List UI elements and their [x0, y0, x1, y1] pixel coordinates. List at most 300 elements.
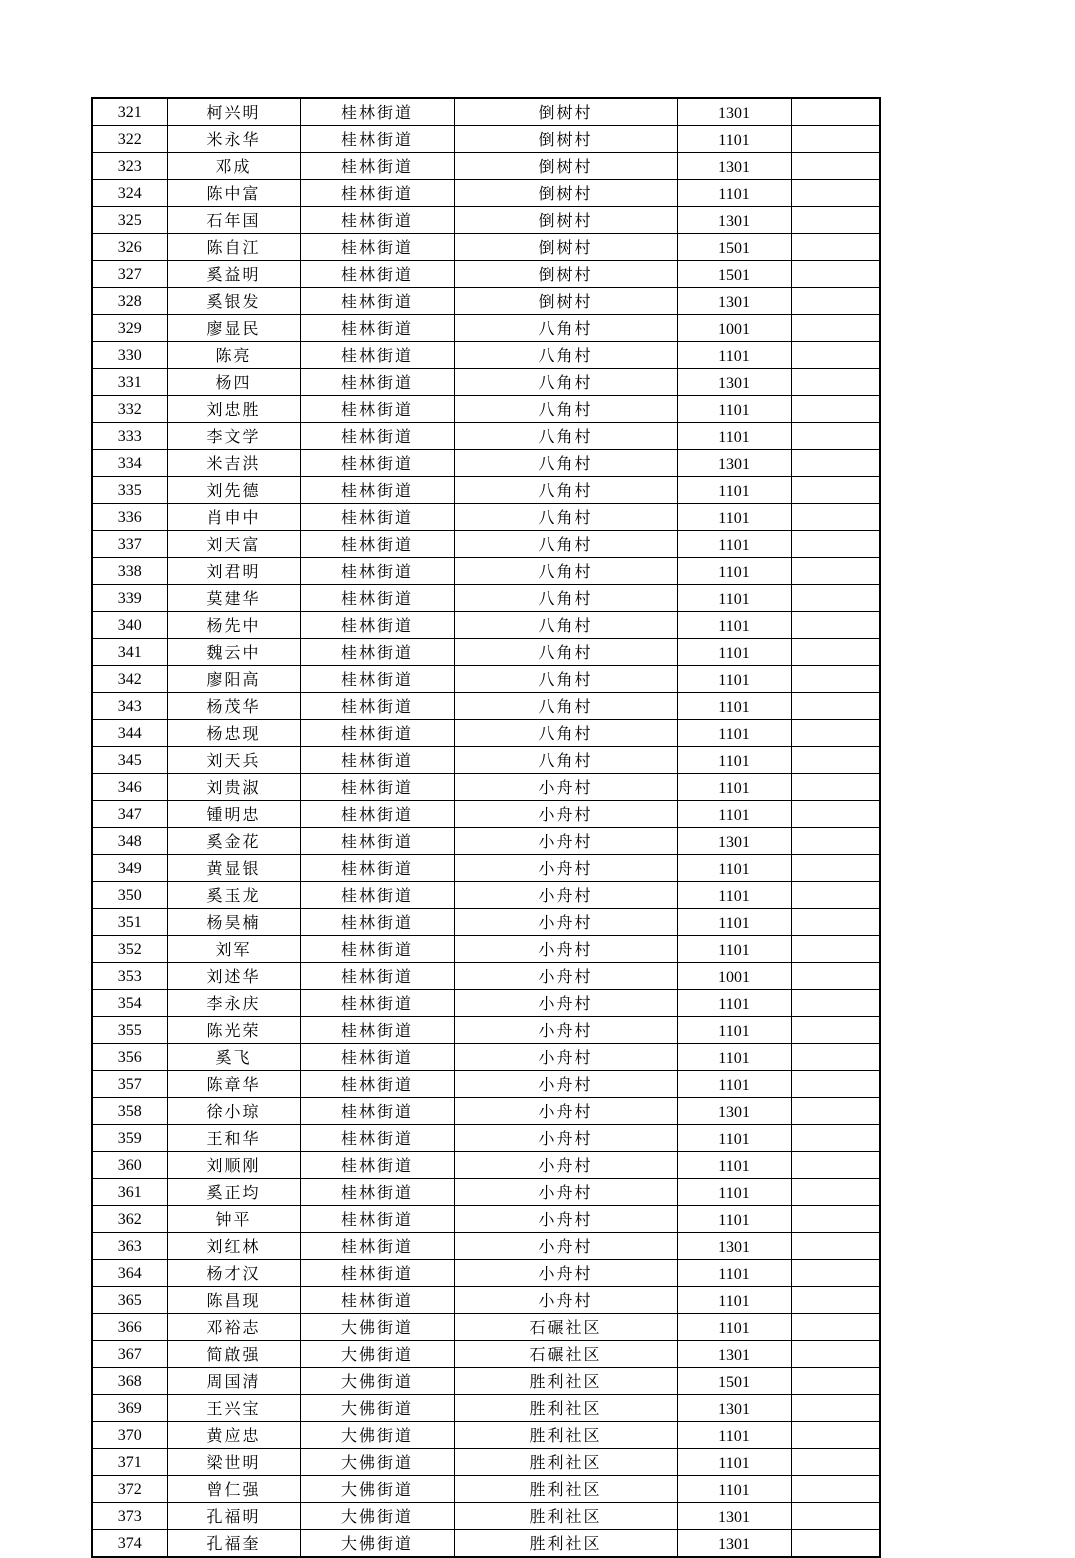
person-name: 米吉洪	[167, 450, 300, 477]
village-name: 倒树村	[454, 126, 677, 153]
village-name: 八角村	[454, 450, 677, 477]
code-value: 1101	[677, 1314, 791, 1341]
street-name: 桂林街道	[300, 207, 454, 234]
village-name: 石碾社区	[454, 1341, 677, 1368]
village-name: 倒树村	[454, 288, 677, 315]
code-value: 1101	[677, 693, 791, 720]
village-name: 胜利社区	[454, 1476, 677, 1503]
person-name: 刘先德	[167, 477, 300, 504]
table-row	[92, 882, 880, 909]
row-number: 360	[92, 1152, 167, 1179]
person-name: 奚银发	[167, 288, 300, 315]
table-row	[92, 369, 880, 396]
village-name: 小舟村	[454, 855, 677, 882]
street-name: 桂林街道	[300, 1152, 454, 1179]
village-name: 胜利社区	[454, 1368, 677, 1395]
street-name: 桂林街道	[300, 504, 454, 531]
note-cell	[791, 1368, 880, 1395]
street-name: 桂林街道	[300, 98, 454, 126]
table-row	[92, 1530, 880, 1558]
row-number: 325	[92, 207, 167, 234]
person-name: 刘红林	[167, 1233, 300, 1260]
village-name: 八角村	[454, 693, 677, 720]
street-name: 桂林街道	[300, 1260, 454, 1287]
row-number: 345	[92, 747, 167, 774]
note-cell	[791, 909, 880, 936]
table-row	[92, 1341, 880, 1368]
village-name: 小舟村	[454, 909, 677, 936]
note-cell	[791, 1098, 880, 1125]
village-name: 八角村	[454, 666, 677, 693]
street-name: 桂林街道	[300, 801, 454, 828]
row-number: 361	[92, 1179, 167, 1206]
street-name: 桂林街道	[300, 558, 454, 585]
code-value: 1101	[677, 423, 791, 450]
street-name: 桂林街道	[300, 963, 454, 990]
table-row	[92, 477, 880, 504]
row-number: 352	[92, 936, 167, 963]
person-name: 刘天兵	[167, 747, 300, 774]
person-name: 廖显民	[167, 315, 300, 342]
code-value: 1101	[677, 1206, 791, 1233]
person-name: 陈中富	[167, 180, 300, 207]
code-value: 1101	[677, 342, 791, 369]
code-value: 1101	[677, 882, 791, 909]
street-name: 桂林街道	[300, 234, 454, 261]
person-name: 奚飞	[167, 1044, 300, 1071]
table-row	[92, 288, 880, 315]
row-number: 356	[92, 1044, 167, 1071]
person-name: 杨四	[167, 369, 300, 396]
village-name: 石碾社区	[454, 1314, 677, 1341]
table-row	[92, 1098, 880, 1125]
village-name: 倒树村	[454, 153, 677, 180]
note-cell	[791, 936, 880, 963]
row-number: 366	[92, 1314, 167, 1341]
code-value: 1301	[677, 450, 791, 477]
code-value: 1101	[677, 1044, 791, 1071]
code-value: 1301	[677, 1530, 791, 1558]
note-cell	[791, 801, 880, 828]
street-name: 大佛街道	[300, 1368, 454, 1395]
village-name: 八角村	[454, 558, 677, 585]
street-name: 桂林街道	[300, 990, 454, 1017]
row-number: 368	[92, 1368, 167, 1395]
table-row	[92, 1395, 880, 1422]
village-name: 小舟村	[454, 963, 677, 990]
code-value: 1301	[677, 98, 791, 126]
street-name: 桂林街道	[300, 1044, 454, 1071]
table-row	[92, 1233, 880, 1260]
code-value: 1101	[677, 720, 791, 747]
street-name: 大佛街道	[300, 1503, 454, 1530]
street-name: 桂林街道	[300, 342, 454, 369]
row-number: 374	[92, 1530, 167, 1558]
code-value: 1301	[677, 828, 791, 855]
note-cell	[791, 126, 880, 153]
table-body	[92, 98, 880, 1557]
village-name: 倒树村	[454, 98, 677, 126]
row-number: 338	[92, 558, 167, 585]
table-row	[92, 504, 880, 531]
row-number: 335	[92, 477, 167, 504]
row-number: 349	[92, 855, 167, 882]
note-cell	[791, 153, 880, 180]
note-cell	[791, 1395, 880, 1422]
street-name: 大佛街道	[300, 1314, 454, 1341]
note-cell	[791, 234, 880, 261]
person-name: 陈昌现	[167, 1287, 300, 1314]
village-name: 小舟村	[454, 1125, 677, 1152]
row-number: 359	[92, 1125, 167, 1152]
note-cell	[791, 774, 880, 801]
table-row	[92, 1179, 880, 1206]
street-name: 桂林街道	[300, 1206, 454, 1233]
table-row	[92, 990, 880, 1017]
code-value: 1001	[677, 963, 791, 990]
table-row	[92, 234, 880, 261]
table-row	[92, 585, 880, 612]
note-cell	[791, 1287, 880, 1314]
street-name: 大佛街道	[300, 1341, 454, 1368]
village-name: 八角村	[454, 477, 677, 504]
row-number: 337	[92, 531, 167, 558]
code-value: 1301	[677, 153, 791, 180]
person-name: 奚金花	[167, 828, 300, 855]
person-name: 周国清	[167, 1368, 300, 1395]
note-cell	[791, 1233, 880, 1260]
row-number: 339	[92, 585, 167, 612]
row-number: 358	[92, 1098, 167, 1125]
row-number: 365	[92, 1287, 167, 1314]
row-number: 344	[92, 720, 167, 747]
code-value: 1101	[677, 1476, 791, 1503]
table-row	[92, 396, 880, 423]
code-value: 1101	[677, 1287, 791, 1314]
table-row	[92, 774, 880, 801]
row-number: 363	[92, 1233, 167, 1260]
table-row	[92, 693, 880, 720]
note-cell	[791, 288, 880, 315]
street-name: 桂林街道	[300, 1287, 454, 1314]
table-row	[92, 612, 880, 639]
code-value: 1101	[677, 666, 791, 693]
note-cell	[791, 1341, 880, 1368]
note-cell	[791, 1530, 880, 1558]
note-cell	[791, 1503, 880, 1530]
street-name: 桂林街道	[300, 531, 454, 558]
village-name: 八角村	[454, 585, 677, 612]
table-row	[92, 828, 880, 855]
village-name: 胜利社区	[454, 1395, 677, 1422]
table-row	[92, 126, 880, 153]
village-name: 小舟村	[454, 828, 677, 855]
row-number: 357	[92, 1071, 167, 1098]
person-name: 刘天富	[167, 531, 300, 558]
street-name: 桂林街道	[300, 369, 454, 396]
code-value: 1101	[677, 801, 791, 828]
table-row	[92, 720, 880, 747]
note-cell	[791, 1449, 880, 1476]
row-number: 329	[92, 315, 167, 342]
note-cell	[791, 585, 880, 612]
street-name: 桂林街道	[300, 1071, 454, 1098]
code-value: 1101	[677, 558, 791, 585]
note-cell	[791, 207, 880, 234]
person-name: 柯兴明	[167, 98, 300, 126]
person-name: 刘军	[167, 936, 300, 963]
code-value: 1301	[677, 1098, 791, 1125]
street-name: 桂林街道	[300, 477, 454, 504]
code-value: 1101	[677, 747, 791, 774]
person-name: 王和华	[167, 1125, 300, 1152]
table-row	[92, 342, 880, 369]
street-name: 桂林街道	[300, 1098, 454, 1125]
row-number: 333	[92, 423, 167, 450]
table-row	[92, 1476, 880, 1503]
code-value: 1101	[677, 180, 791, 207]
row-number: 347	[92, 801, 167, 828]
street-name: 桂林街道	[300, 126, 454, 153]
person-name: 魏云中	[167, 639, 300, 666]
note-cell	[791, 180, 880, 207]
note-cell	[791, 666, 880, 693]
street-name: 桂林街道	[300, 396, 454, 423]
person-name: 陈章华	[167, 1071, 300, 1098]
village-name: 胜利社区	[454, 1449, 677, 1476]
street-name: 桂林街道	[300, 639, 454, 666]
code-value: 1101	[677, 936, 791, 963]
row-number: 324	[92, 180, 167, 207]
row-number: 351	[92, 909, 167, 936]
code-value: 1101	[677, 585, 791, 612]
code-value: 1101	[677, 774, 791, 801]
table-row	[92, 423, 880, 450]
note-cell	[791, 342, 880, 369]
table-row	[92, 450, 880, 477]
row-number: 341	[92, 639, 167, 666]
person-name: 刘贵淑	[167, 774, 300, 801]
code-value: 1501	[677, 1368, 791, 1395]
row-number: 354	[92, 990, 167, 1017]
street-name: 桂林街道	[300, 666, 454, 693]
village-name: 八角村	[454, 315, 677, 342]
street-name: 大佛街道	[300, 1395, 454, 1422]
village-name: 八角村	[454, 612, 677, 639]
row-number: 364	[92, 1260, 167, 1287]
person-name: 杨先中	[167, 612, 300, 639]
note-cell	[791, 963, 880, 990]
code-value: 1101	[677, 1071, 791, 1098]
code-value: 1301	[677, 207, 791, 234]
code-value: 1301	[677, 288, 791, 315]
note-cell	[791, 747, 880, 774]
person-name: 邓裕志	[167, 1314, 300, 1341]
street-name: 桂林街道	[300, 153, 454, 180]
street-name: 桂林街道	[300, 1125, 454, 1152]
row-number: 322	[92, 126, 167, 153]
code-value: 1101	[677, 1422, 791, 1449]
note-cell	[791, 531, 880, 558]
street-name: 大佛街道	[300, 1449, 454, 1476]
note-cell	[791, 450, 880, 477]
table-row	[92, 1449, 880, 1476]
person-name: 孔福奎	[167, 1530, 300, 1558]
row-number: 350	[92, 882, 167, 909]
person-name: 陈光荣	[167, 1017, 300, 1044]
row-number: 332	[92, 396, 167, 423]
row-number: 348	[92, 828, 167, 855]
code-value: 1301	[677, 1341, 791, 1368]
street-name: 桂林街道	[300, 180, 454, 207]
note-cell	[791, 1179, 880, 1206]
village-name: 小舟村	[454, 1233, 677, 1260]
table-row	[92, 855, 880, 882]
street-name: 桂林街道	[300, 612, 454, 639]
person-name: 石年国	[167, 207, 300, 234]
person-name: 孔福明	[167, 1503, 300, 1530]
table-row	[92, 1206, 880, 1233]
person-name: 钟平	[167, 1206, 300, 1233]
street-name: 桂林街道	[300, 882, 454, 909]
village-name: 小舟村	[454, 936, 677, 963]
person-name: 米永华	[167, 126, 300, 153]
person-name: 锺明忠	[167, 801, 300, 828]
row-number: 370	[92, 1422, 167, 1449]
table-row	[92, 963, 880, 990]
note-cell	[791, 1044, 880, 1071]
note-cell	[791, 558, 880, 585]
note-cell	[791, 882, 880, 909]
data-table	[91, 97, 881, 1558]
street-name: 桂林街道	[300, 288, 454, 315]
note-cell	[791, 855, 880, 882]
row-number: 330	[92, 342, 167, 369]
code-value: 1101	[677, 1152, 791, 1179]
person-name: 刘述华	[167, 963, 300, 990]
note-cell	[791, 720, 880, 747]
village-name: 小舟村	[454, 1071, 677, 1098]
row-number: 372	[92, 1476, 167, 1503]
row-number: 326	[92, 234, 167, 261]
table-row	[92, 531, 880, 558]
table-row	[92, 1260, 880, 1287]
person-name: 徐小琼	[167, 1098, 300, 1125]
village-name: 小舟村	[454, 882, 677, 909]
table-row	[92, 1125, 880, 1152]
row-number: 355	[92, 1017, 167, 1044]
street-name: 桂林街道	[300, 585, 454, 612]
row-number: 323	[92, 153, 167, 180]
person-name: 黄显银	[167, 855, 300, 882]
village-name: 小舟村	[454, 1044, 677, 1071]
row-number: 342	[92, 666, 167, 693]
code-value: 1301	[677, 369, 791, 396]
street-name: 大佛街道	[300, 1422, 454, 1449]
person-name: 肖申中	[167, 504, 300, 531]
code-value: 1301	[677, 1233, 791, 1260]
code-value: 1101	[677, 1260, 791, 1287]
note-cell	[791, 477, 880, 504]
table-row	[92, 666, 880, 693]
village-name: 八角村	[454, 423, 677, 450]
code-value: 1501	[677, 234, 791, 261]
street-name: 桂林街道	[300, 1233, 454, 1260]
note-cell	[791, 1260, 880, 1287]
person-name: 陈亮	[167, 342, 300, 369]
village-name: 八角村	[454, 720, 677, 747]
village-name: 小舟村	[454, 1206, 677, 1233]
street-name: 桂林街道	[300, 693, 454, 720]
row-number: 321	[92, 98, 167, 126]
row-number: 336	[92, 504, 167, 531]
table-row	[92, 639, 880, 666]
note-cell	[791, 261, 880, 288]
village-name: 八角村	[454, 747, 677, 774]
code-value: 1101	[677, 1449, 791, 1476]
person-name: 奚正均	[167, 1179, 300, 1206]
person-name: 李永庆	[167, 990, 300, 1017]
village-name: 小舟村	[454, 801, 677, 828]
table-row	[92, 153, 880, 180]
table-row	[92, 1152, 880, 1179]
table-row	[92, 558, 880, 585]
person-name: 杨忠现	[167, 720, 300, 747]
person-name: 杨才汉	[167, 1260, 300, 1287]
note-cell	[791, 828, 880, 855]
street-name: 桂林街道	[300, 909, 454, 936]
street-name: 大佛街道	[300, 1476, 454, 1503]
note-cell	[791, 369, 880, 396]
village-name: 小舟村	[454, 1017, 677, 1044]
row-number: 362	[92, 1206, 167, 1233]
table-row	[92, 936, 880, 963]
note-cell	[791, 693, 880, 720]
row-number: 367	[92, 1341, 167, 1368]
row-number: 331	[92, 369, 167, 396]
row-number: 334	[92, 450, 167, 477]
table-row	[92, 909, 880, 936]
village-name: 小舟村	[454, 1260, 677, 1287]
table-row	[92, 747, 880, 774]
village-name: 八角村	[454, 504, 677, 531]
row-number: 369	[92, 1395, 167, 1422]
village-name: 倒树村	[454, 207, 677, 234]
code-value: 1101	[677, 612, 791, 639]
person-name: 刘顺刚	[167, 1152, 300, 1179]
street-name: 桂林街道	[300, 315, 454, 342]
note-cell	[791, 1476, 880, 1503]
code-value: 1101	[677, 396, 791, 423]
table-row	[92, 180, 880, 207]
village-name: 小舟村	[454, 1152, 677, 1179]
code-value: 1001	[677, 315, 791, 342]
street-name: 桂林街道	[300, 774, 454, 801]
note-cell	[791, 990, 880, 1017]
person-name: 廖阳高	[167, 666, 300, 693]
table-row	[92, 1287, 880, 1314]
note-cell	[791, 1071, 880, 1098]
village-name: 八角村	[454, 369, 677, 396]
code-value: 1101	[677, 990, 791, 1017]
table-row	[92, 1368, 880, 1395]
village-name: 八角村	[454, 396, 677, 423]
note-cell	[791, 315, 880, 342]
person-name: 莫建华	[167, 585, 300, 612]
person-name: 李文学	[167, 423, 300, 450]
village-name: 胜利社区	[454, 1503, 677, 1530]
street-name: 桂林街道	[300, 936, 454, 963]
